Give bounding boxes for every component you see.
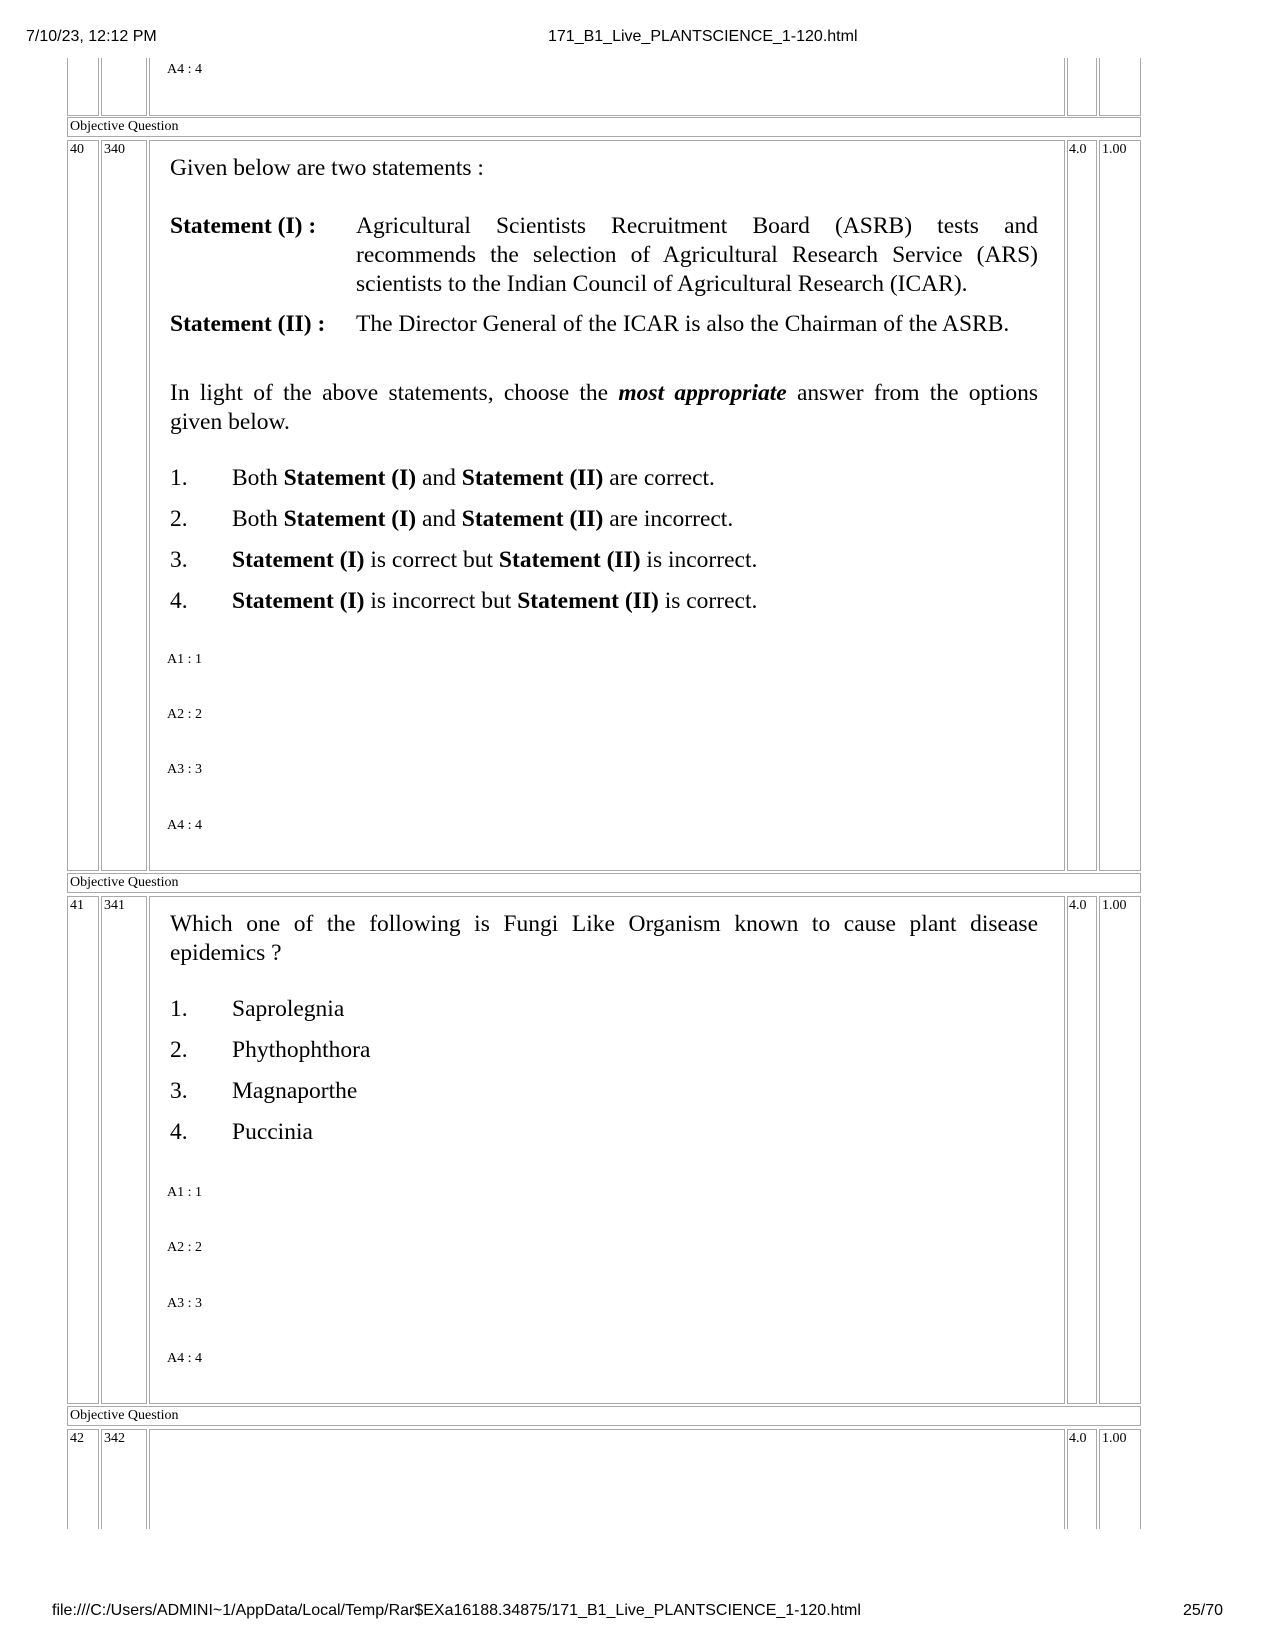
- option-2: 2. Both Statement (I) and Statement (II) are incorrect.: [170, 506, 734, 532]
- page-number: 25/70: [1183, 1602, 1224, 1619]
- marks: 4.0: [1069, 142, 1087, 157]
- serial-number: 41: [70, 898, 84, 913]
- statement-1-text: Agricultural Scientists Recruitment Board (ASRB) tests and recommends the selection of Agricultural Research Service (ARS) scientists to the Indian Council of Agricultural Research (ICAR).: [356, 213, 1038, 297]
- answer-option: A4 : 4: [167, 818, 202, 833]
- file-path: file:///C:/Users/ADMINI~1/AppData/Local/Temp/Rar$EXa16188.34875/171_B1_Live_PLANTSCIENCE_1-120.html: [52, 1602, 861, 1619]
- negative-marks: 1.00: [1102, 1431, 1127, 1446]
- question-id: 341: [104, 898, 125, 913]
- option-4: 4. Puccinia: [170, 1119, 313, 1145]
- answer-option: A2 : 2: [167, 707, 202, 722]
- answer-option: A1 : 1: [167, 652, 202, 667]
- option-4: 4. Statement (I) is incorrect but Statement (II) is correct.: [170, 588, 758, 614]
- option-3: 3. Statement (I) is correct but Statement (II) is incorrect.: [170, 547, 758, 573]
- question-intro: Given below are two statements :: [170, 155, 484, 181]
- answer-option: A4 : 4: [167, 1351, 202, 1366]
- answer-option: A2 : 2: [167, 1240, 202, 1255]
- section-label: Objective Question: [70, 119, 179, 134]
- document-title: 171_B1_Live_PLANTSCIENCE_1-120.html: [548, 28, 858, 45]
- emphasis: most appropriate: [618, 380, 787, 406]
- section-label: Objective Question: [70, 875, 179, 890]
- question-id: 342: [104, 1431, 125, 1446]
- negative-marks: 1.00: [1102, 142, 1127, 157]
- section-label: Objective Question: [70, 1408, 179, 1423]
- statement-1-label: Statement (I) :: [170, 213, 317, 239]
- serial-number: 42: [70, 1431, 84, 1446]
- answer-option: A3 : 3: [167, 762, 202, 777]
- statement-2-text: The Director General of the ICAR is also the Chairman of the ASRB.: [356, 311, 1010, 337]
- question-id: 340: [104, 142, 125, 157]
- answer-option: A3 : 3: [167, 1296, 202, 1311]
- negative-marks: 1.00: [1102, 898, 1127, 913]
- marks: 4.0: [1069, 898, 1087, 913]
- statement-2-label: Statement (II) :: [170, 311, 326, 337]
- statement-2: [170, 310, 1038, 339]
- instruction: In light of the above statements, choose the most appropriate answer from the options given below.: [170, 380, 1038, 435]
- serial-number: 40: [70, 142, 84, 157]
- statement-1: [170, 212, 1038, 299]
- answer-option: A4 : 4: [167, 62, 202, 77]
- question-text: Which one of the following is Fungi Like Organism known to cause plant disease epidemics ?: [170, 911, 1038, 966]
- marks: 4.0: [1069, 1431, 1087, 1446]
- option-1: 1. Both Statement (I) and Statement (II) are correct.: [170, 465, 715, 491]
- option-3: 3. Magnaporthe: [170, 1078, 358, 1104]
- answer-option: A1 : 1: [167, 1185, 202, 1200]
- option-2: 2. Phythophthora: [170, 1037, 371, 1063]
- option-1: 1. Saprolegnia: [170, 996, 345, 1022]
- print-datetime: 7/10/23, 12:12 PM: [26, 28, 157, 45]
